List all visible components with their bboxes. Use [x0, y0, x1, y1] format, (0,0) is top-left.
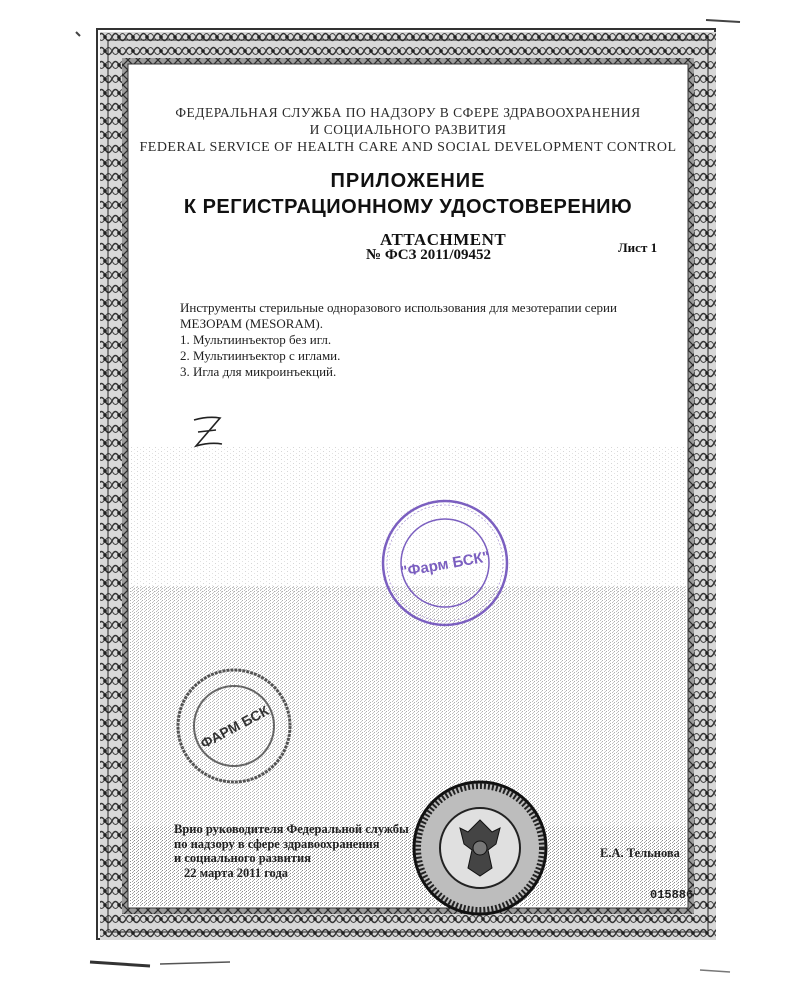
signer-name: Е.А. Тельнова — [600, 846, 680, 860]
list-item: 2. Мультиинъектор с иглами. — [180, 348, 341, 363]
attachment-label: ATTACHMENT — [380, 230, 507, 249]
signatory-line1: Врио руководителя Федеральной службы — [174, 822, 409, 836]
agency-name-ru-line2: И СОЦИАЛЬНОГО РАЗВИТИЯ — [309, 122, 507, 137]
official-seal-icon — [410, 778, 550, 918]
stamp-left-text: ФАРМ БСК — [197, 702, 272, 752]
sheet-number: Лист 1 — [618, 240, 658, 255]
list-item: 3. Игла для микроинъекций. — [180, 364, 337, 379]
product-intro: Инструменты стерильные одноразового использования для мезотерапии серии МЕЗОРАМ (MESORAM). — [180, 300, 617, 331]
agency-name-ru — [130, 104, 686, 138]
stamp-main-text: "Фарм БСК" — [399, 548, 492, 581]
signatory-title — [174, 822, 414, 880]
company-stamp-copy-icon — [174, 666, 294, 786]
document-title: ПРИЛОЖЕНИЕ — [330, 170, 486, 192]
signatory-line2: по надзору в сфере здравоохранения — [174, 836, 380, 851]
agency-name-ru-line1: ФЕДЕРАЛЬНАЯ СЛУЖБА ПО НАДЗОРУ В СФЕРЕ ЗДРАВООХРАНЕНИЯ — [175, 105, 641, 120]
serial-number: 015886 — [650, 888, 694, 902]
z-mark-icon — [190, 412, 226, 454]
signature-date: 22 марта 2011 года — [184, 865, 289, 880]
certificate-number: № ФСЗ 2011/09452 — [366, 247, 492, 263]
company-stamp-icon — [380, 498, 510, 628]
signatory-line3: и социального развития — [174, 851, 311, 865]
list-item: 1. Мультиинъектор без игл. — [180, 332, 332, 347]
document-subtitle: К РЕГИСТРАЦИОННОМУ УДОСТОВЕРЕНИЮ — [183, 196, 633, 218]
product-description — [180, 300, 680, 380]
certificate-frame — [96, 28, 716, 940]
document-body — [130, 66, 694, 906]
agency-name-en: FEDERAL SERVICE OF HEALTH CARE AND SOCIAL DEVELOPMENT CONTROL — [139, 140, 677, 155]
